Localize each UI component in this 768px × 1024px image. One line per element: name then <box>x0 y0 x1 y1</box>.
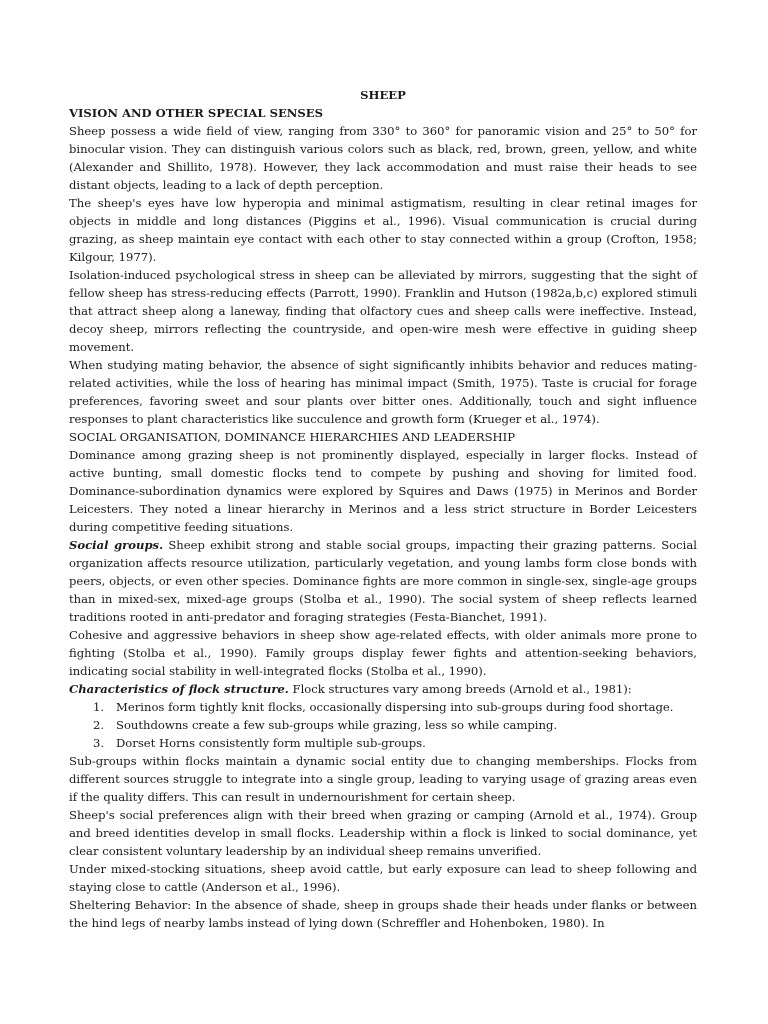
paragraph-social-groups <box>69 536 697 626</box>
paragraph: Isolation-induced psychological stress in sheep can be alleviated by mirrors, suggesting that the sight of fellow sheep has stress-reducing effects (Parrott, 1990). Franklin and Hutson (1982a,b,c) explored stimuli that attract sheep along a laneway, finding that olfactory cues and sheep calls were ineffective. Instead, decoy sheep, mirrors reflecting the countryside, and open-wire mesh were effective in guiding sheep movement. <box>69 268 697 354</box>
page-title: SHEEP <box>360 88 406 102</box>
list-number: 2. <box>93 718 105 732</box>
lead-flock-structure: Characteristics of flock structure. <box>69 682 289 696</box>
lead-social-groups: Social groups. <box>69 538 164 552</box>
paragraph-text: Sheep exhibit strong and stable social groups, impacting their grazing patterns. Social organization affects resource utilization, particularly vegetation, and young lambs form close bonds with peers, objects, or even other species. Dominance fights are more common in single-sex, single-age groups than in mixed-sex, mixed-age groups (Stolba et al., 1990). The social system of sheep reflects learned traditions rooted in anti-predator and foraging strategies (Festa-Bianchet, 1991). <box>69 538 697 624</box>
paragraph: Sheltering Behavior: In the absence of shade, sheep in groups shade their heads under flanks or between the hind legs of nearby lambs instead of lying down (Schreffler and Hohenboken, 1980). In <box>69 898 697 930</box>
list-text: Dorset Horns consistently form multiple sub-groups. <box>116 736 426 750</box>
document-page <box>69 86 697 932</box>
breed-list <box>69 698 697 752</box>
section-heading-vision: VISION AND OTHER SPECIAL SENSES <box>69 106 323 120</box>
list-item <box>69 734 697 752</box>
paragraph-text: Flock structures vary among breeds (Arnold et al., 1981): <box>288 682 632 696</box>
paragraph: When studying mating behavior, the absence of sight significantly inhibits behavior and reduces mating-related activities, while the loss of hearing has minimal impact (Smith, 1975). Taste is crucial for forage preferences, favoring sweet and sour plants over bitter ones. Additionally, touch and sight influence responses to plant characteristics like succulence and growth form (Krueger et al., 1974). <box>69 358 697 426</box>
paragraph: Under mixed-stocking situations, sheep avoid cattle, but early exposure can lead to sheep following and staying close to cattle (Anderson et al., 1996). <box>69 862 697 894</box>
paragraph-flock-structure <box>69 680 697 698</box>
paragraph: Sheep possess a wide field of view, ranging from 330° to 360° for panoramic vision and 25° to 50° for binocular vision. They can distinguish various colors such as black, red, brown, green, yellow, and white (Alexander and Shillito, 1978). However, they lack accommodation and must raise their heads to see distant objects, leading to a lack of depth perception. <box>69 124 697 192</box>
list-text: Southdowns create a few sub-groups while grazing, less so while camping. <box>116 718 558 732</box>
paragraph: Sub-groups within flocks maintain a dynamic social entity due to changing memberships. Flocks from different sources struggle to integrate into a single group, leading to varying usage of grazing areas even if the quality differs. This can result in undernourishment for certain sheep. <box>69 754 697 804</box>
paragraph: Sheep's social preferences align with their breed when grazing or camping (Arnold et al., 1974). Group and breed identities develop in small flocks. Leadership within a flock is linked to social dominance, yet clear consistent voluntary leadership by an individual sheep remains unverified. <box>69 808 697 858</box>
paragraph: Cohesive and aggressive behaviors in sheep show age-related effects, with older animals more prone to fighting (Stolba et al., 1990). Family groups display fewer fights and attention-seeking behaviors, indicating social stability in well-integrated flocks (Stolba et al., 1990). <box>69 628 697 678</box>
paragraph: The sheep's eyes have low hyperopia and minimal astigmatism, resulting in clear retinal images for objects in middle and long distances (Piggins et al., 1996). Visual communication is crucial during grazing, as sheep maintain eye contact with each other to stay connected within a group (Crofton, 1958; Kilgour, 1977). <box>69 196 697 264</box>
list-text: Merinos form tightly knit flocks, occasionally dispersing into sub-groups during food shortage. <box>116 700 674 714</box>
list-number: 1. <box>93 700 105 714</box>
list-item <box>69 698 697 716</box>
section-heading-social: SOCIAL ORGANISATION, DOMINANCE HIERARCHIES AND LEADERSHIP <box>69 430 516 444</box>
paragraph: Dominance among grazing sheep is not prominently displayed, especially in larger flocks. Instead of active bunting, small domestic flocks tend to compete by pushing and shoving for limited food. Dominance-subordination dynamics were explored by Squires and Daws (1975) in Merinos and Border Leicesters. They noted a linear hierarchy in Merinos and a less strict structure in Border Leicesters during competitive feeding situations. <box>69 448 697 534</box>
list-number: 3. <box>93 736 105 750</box>
list-item <box>69 716 697 734</box>
